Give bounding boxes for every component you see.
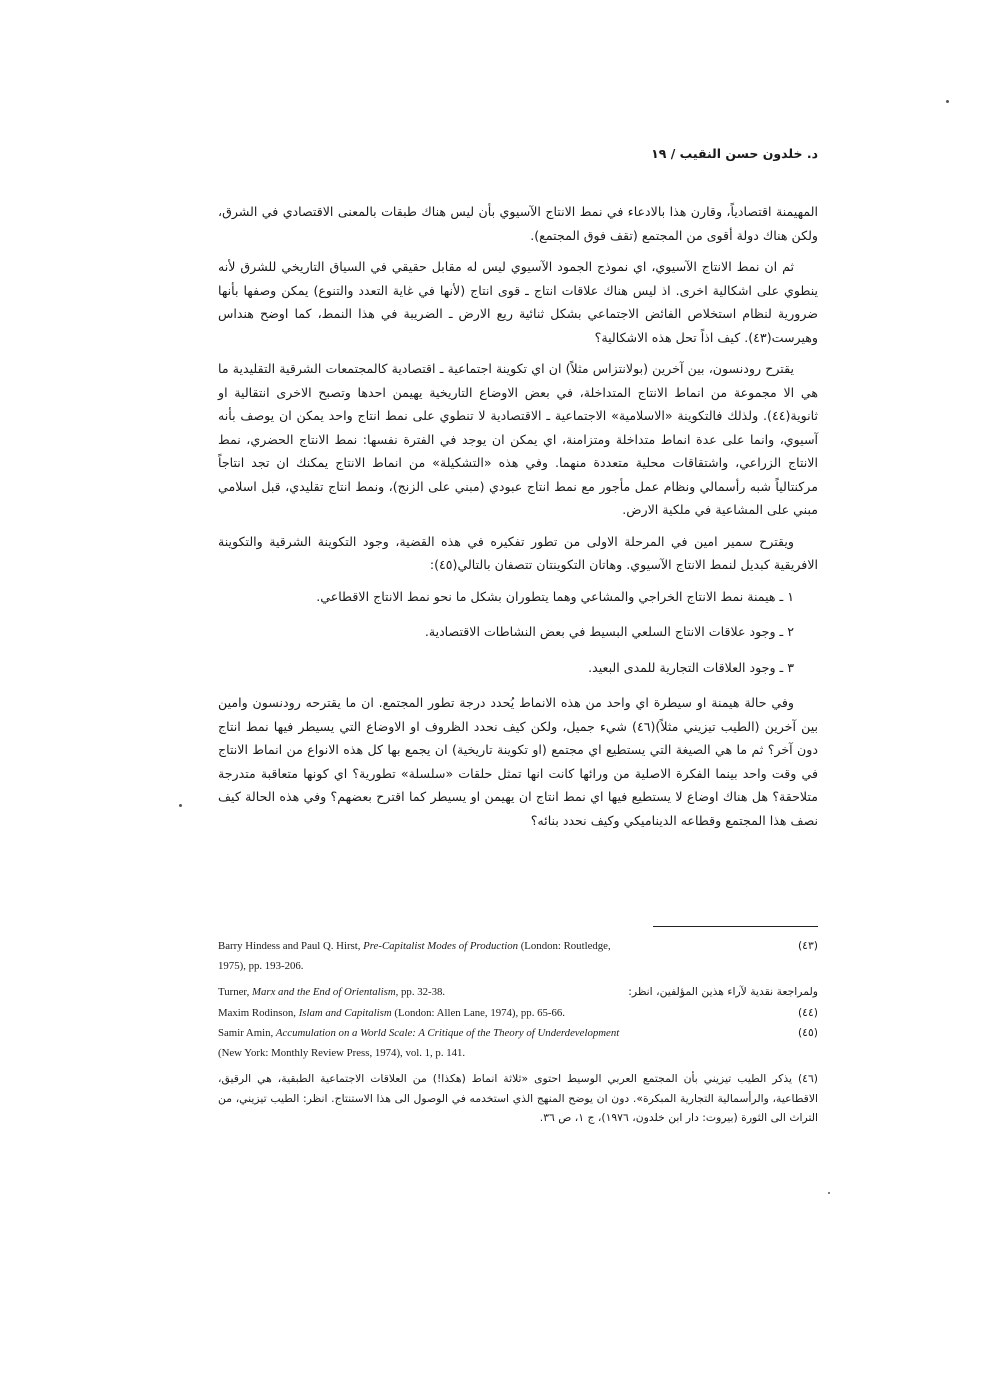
fn44-rodinson-title: Islam and Capitalism xyxy=(298,1006,392,1019)
scan-speck xyxy=(828,1192,830,1194)
footnote-45 xyxy=(218,1023,818,1044)
fn43-number: (٤٣) xyxy=(797,939,818,952)
scan-speck xyxy=(179,804,182,807)
fn44-turner-authors: Turner, xyxy=(218,986,250,998)
footnote-43 xyxy=(218,936,818,957)
fn43-line2: 1975), pp. 193-206. xyxy=(218,959,304,972)
fn44-rodinson-publisher: (London: Allen Lane, 1974), pp. 65-66. xyxy=(394,1006,565,1019)
fn44-rodinson-authors: Maxim Rodinson, xyxy=(218,1006,296,1019)
fn45-authors: Samir Amin, xyxy=(218,1027,274,1039)
fn45-line2: (New York: Monthly Review Press, 1974), vol. 1, p. 141. xyxy=(218,1046,466,1059)
list-item-3: ٣ ـ وجود العلاقات التجارية للمدى البعيد. xyxy=(588,659,794,675)
fn44-turner-title: Marx and the End of Orientalism, xyxy=(251,986,399,998)
fn44-number: (٤٤) xyxy=(797,1005,818,1019)
paragraph-2: ثم ان نمط الانتاج الآسيوي، اي نموذج الجمود الآسيوي ليس له مقابل حقيقي في السياق التاريخي للشرق لأنه ينطوي على اشكالية اخرى. اذ ليس هناك علاقات انتاج ـ قوى انتاج (لأنها في غاية التعدد والتنوع) يمكن وصفها بأنها ضرورية لنظام استخلاص الفائض الاجتماعي بشكل ثنائية ريع الارض ـ الضريبة في هذا النمط، كما اوضح هنداس وهيرست(٤٣). كيف اذاً تحل هذه الاشكالية؟ xyxy=(218,259,818,345)
footnote-separator xyxy=(653,926,818,927)
fn44-arabic-note: ولمراجعة نقدية لآراء هذين المؤلفين، انظر: xyxy=(628,985,818,998)
footnotes xyxy=(218,936,818,1128)
fn43-publisher: (London: Routledge, xyxy=(520,940,611,952)
paragraph-5: وفي حالة هيمنة او سيطرة اي واحد من هذه الانماط يُحدد درجة تطور المجتمع. ان ما يقترحه رودنسون وامين بين آخرين (الطيب تيزيني مثلاً)(٤٦) شيء جميل، ولكن كيف نحدد الظروف او الاوضاع التي يسيطر فيها نمط انتاج دون آخر؟ ثم ما هي الصيغة التي يستطيع اي مجتمع (او تكوينة تاريخية) ان يجمع بها كل هذه الانواع من انماط الانتاج في وقت واحد بينما الفكرة الاصلية من ورائها كانت انها تمثل حلقات «سلسلة» تطورية؟ اي كونها متعاقبة متدرجة متلاحقة؟ هل هناك اوضاع لا يستطيع فيها اي نمط انتاج ان يهيمن او يسيطر كما اقترح بعضهم؟ وفي هذه الحالة كيف نصف هذا المجتمع وقطاعه الديناميكي وكيف نحدد بنائه؟ xyxy=(218,695,819,828)
fn45-title: Accumulation on a World Scale: A Critique of the Theory of Underdevelopment xyxy=(275,1027,620,1039)
footnote-44a xyxy=(218,982,818,1003)
scan-speck xyxy=(946,100,949,103)
fn43-title: Pre-Capitalist Modes of Production xyxy=(363,940,518,952)
paragraph-3: يقترح رودنسون، بين آخرين (بولانتزاس مثلاً) ان اي تكوينة اجتماعية ـ اقتصادية كالمجتمعات الشرقية التقليدية ما هي الا مجموعة من انماط الانتاج المتداخلة، في بعض الاوضاع التاريخية يهيمن احدها وتصبح الاخرى انتقالية او ثانوية(٤٤). ولذلك فالتكوينة «الاسلامية» الاجتماعية ـ الاقتصادية لا تنطوي على نمط انتاج واحد يمكن ان يوصف بأنه آسيوي، وانما على عدة انماط متداخلة ومتزامنة، اي يمكن ان يوجد في الفترة نفسها: نمط الانتاج الحضري، نمط الانتاج الزراعي، واشتقاقات محلية متعددة منهما. وفي هذه «التشكيلة» من انماط الانتاج يمكنك ان تجد انتاجاً مركنتالياً شبه رأسمالي ونظام عمل مأجور مع نمط انتاج عبودي (مبني على الزنج)، ونمط انتاج تقليدي، قبل اسلامي مبني على المشاعية في ملكية الارض. xyxy=(218,361,818,517)
paragraph-1: المهيمنة اقتصادياً، وقارن هذا بالادعاء في نمط الانتاج الآسيوي بأن ليس هناك طبقات بالمعنى الاقتصادي في الشرق، ولكن هناك دولة أقوى من المجتمع (تقف فوق المجتمع). xyxy=(218,204,818,243)
running-header: د. خلدون حسن النقيب / ١٩ xyxy=(651,146,818,161)
paragraph-4: ويقترح سمير امين في المرحلة الاولى من تطور تفكيره في هذه القضية، وجود التكوينة الشرقية والتكوينة الافريقية كبديل لنمط الانتاج الآسيوي. وهاتان التكوينتان تتصفان بالتالي(٤٥): xyxy=(218,533,818,572)
fn45-number: (٤٥) xyxy=(797,1026,818,1039)
main-text xyxy=(218,200,818,840)
footnote-44b xyxy=(218,1003,818,1024)
footnote-46: (٤٦) يذكر الطيب تيزيني بأن المجتمع العربي الوسيط احتوى «ثلاثة انماط (هكذا!) من العلاقات الاجتماعية الطبقية، هي الرقيق، الاقطاعية، والرأسمالية التجارية المبكرة». دون ان يوضح المنهج الذي استخدمه في الوصول الى هذا الاستنتاج. انظر: الطيب تيزيني، من التراث الى الثورة (بيروت: دار ابن خلدون، ١٩٧٦)، ج ١، ص ٣٦. xyxy=(218,1072,818,1124)
list-item-2: ٢ ـ وجود علاقات الانتاج السلعي البسيط في بعض النشاطات الاقتصادية. xyxy=(424,624,794,639)
fn43-authors: Barry Hindess and Paul Q. Hirst, xyxy=(218,940,361,952)
fn44-turner-pages: pp. 32-38. xyxy=(401,986,446,998)
list-item-1: ١ ـ هيمنة نمط الانتاج الخراجي والمشاعي وهما يتطوران بشكل ما نحو نمط الانتاج الاقطاعي. xyxy=(316,588,794,604)
